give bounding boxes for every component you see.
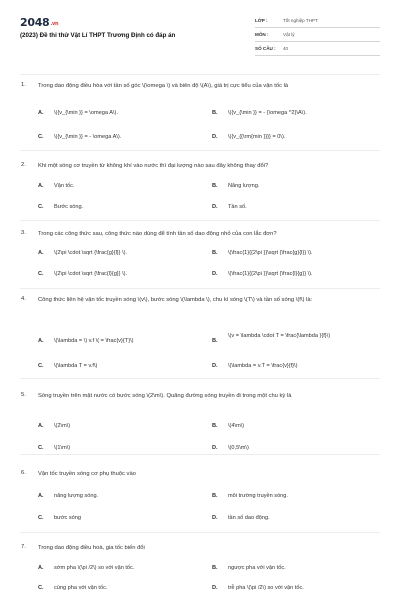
- question-number: 4.: [21, 296, 26, 302]
- option-letter: C.: [38, 445, 44, 451]
- divider: [20, 74, 380, 75]
- logo-suffix: .vn: [50, 21, 59, 27]
- option-letter: B.: [212, 250, 218, 256]
- option-text: Năng lượng.: [228, 183, 260, 189]
- option-text: Vận tốc.: [54, 183, 75, 189]
- question-number: 1.: [21, 82, 26, 88]
- option-letter: C.: [38, 134, 44, 140]
- option-text: cùng pha với vận tốc.: [54, 585, 108, 591]
- option-text: \(4\m\): [228, 423, 245, 429]
- question-number: 2.: [21, 162, 26, 168]
- option-letter: A.: [38, 565, 44, 571]
- meta-value: 40: [283, 46, 289, 51]
- option-letter: D.: [212, 515, 218, 521]
- option-letter: C.: [38, 515, 44, 521]
- option-letter: C.: [38, 363, 44, 369]
- exam-title: (2023) Đề thi thử Vật Lí THPT Trương Định có đáp án: [20, 32, 176, 39]
- option-letter: C.: [38, 585, 44, 591]
- option-letter: B.: [212, 565, 218, 571]
- logo-text: 2048: [20, 16, 50, 29]
- option-text: \(2\pi \cdot \sqrt {\frac{l}{g}} \).: [54, 271, 128, 277]
- option-letter: A.: [38, 423, 44, 429]
- option-text: Tần số.: [228, 204, 247, 210]
- option-letter: D.: [212, 271, 218, 277]
- option-letter: C.: [38, 204, 44, 210]
- option-letter: A.: [38, 110, 44, 116]
- option-text: trễ pha \(\pi /2\) so với vận tốc.: [228, 585, 304, 591]
- page-header: [0, 0, 400, 66]
- option-text: \(v = \lambda \cdot T = \frac{\lambda }{f}\): [228, 333, 331, 339]
- option-text: năng lượng sóng.: [54, 493, 99, 499]
- question-text: Trong các công thức sau, công thức nào dùng để tính tần số dao động nhỏ của con lắc đơn?: [38, 231, 277, 237]
- option-letter: B.: [212, 423, 218, 429]
- option-letter: D.: [212, 363, 218, 369]
- option-text: bước sóng: [54, 515, 82, 521]
- option-letter: D.: [212, 204, 218, 210]
- option-letter: B.: [212, 493, 218, 499]
- divider: [20, 288, 380, 289]
- option-letter: B.: [212, 338, 218, 344]
- option-letter: A.: [38, 493, 44, 499]
- option-letter: D.: [212, 134, 218, 140]
- exam-meta-table: [255, 14, 380, 56]
- question-text: Sóng truyền trên mặt nước có bước sóng \(2\m\). Quãng đường sóng truyền đi trong một chu kỳ là: [38, 393, 292, 399]
- option-text: môi trường truyền sóng.: [228, 493, 288, 499]
- option-text: \({v_{\min }} = - {\omega ^2}\A\).: [228, 110, 307, 116]
- divider: [20, 532, 380, 533]
- question-number: 6.: [21, 470, 26, 476]
- option-text: \({v_{{\rm{min }}}} = 0\).: [228, 134, 286, 140]
- option-text: \(2\m\): [54, 423, 71, 429]
- question-text: Khi một sóng cơ truyền từ không khí vào nước thì đại lượng nào sau đây không thay đổi?: [38, 163, 269, 169]
- option-letter: D.: [212, 445, 218, 451]
- meta-value: Tốt nghiệp THPT: [283, 18, 318, 23]
- question-number: 5.: [21, 392, 26, 398]
- question-text: Vận tốc truyền sóng cơ phụ thuộc vào: [38, 471, 136, 477]
- meta-row-count: [255, 42, 380, 56]
- option-text: \(\frac{1}{{2\pi }}\sqrt {\frac{l}{g}} \).: [228, 271, 313, 277]
- meta-label: MÔN :: [255, 32, 269, 37]
- option-text: Bước sóng.: [54, 204, 84, 210]
- option-text: \(\lambda = v.T = \frac{v}{f}\): [228, 363, 298, 369]
- meta-value: Vật lý: [283, 32, 295, 37]
- option-text: \(\frac{1}{{2\pi }}\sqrt {\frac{g}{l}} \).: [228, 250, 313, 256]
- option-text: \(1\m\): [54, 445, 71, 451]
- divider: [20, 378, 380, 379]
- option-text: \(\lambda = \) v.f \( = \frac{v}{T}\): [54, 338, 134, 344]
- option-letter: B.: [212, 183, 218, 189]
- question-text: Công thức liên hệ vận tốc truyền sóng \(v\), bước sóng \(\lambda \), chu kì sóng \(T\) và tần số sóng \(f\) là:: [38, 297, 313, 303]
- question-text: Trong dao động điều hoà, gia tốc biến đổi: [38, 545, 145, 551]
- divider: [20, 150, 380, 151]
- option-letter: A.: [38, 250, 44, 256]
- question-text: Trong dao động điều hòa với tần số góc \(\omega \) và biên độ \(A\), giá trị cực tiểu của vận tốc là: [38, 83, 289, 89]
- option-letter: A.: [38, 338, 44, 344]
- option-letter: A.: [38, 183, 44, 189]
- option-text: tần số dao động.: [228, 515, 270, 521]
- option-letter: B.: [212, 110, 218, 116]
- divider: [20, 220, 380, 221]
- divider: [20, 454, 380, 455]
- option-letter: D.: [212, 585, 218, 591]
- option-text: \({v_{\min }} = \omega A\).: [54, 110, 118, 116]
- option-text: sớm pha \(\pi /2\) so với vận tốc.: [54, 565, 135, 571]
- site-logo[interactable]: [20, 16, 58, 29]
- question-number: 7.: [21, 544, 26, 550]
- meta-row-class: [255, 14, 380, 28]
- meta-row-subject: [255, 28, 380, 42]
- meta-label: LỚP :: [255, 18, 268, 23]
- meta-label: SỐ CÂU :: [255, 46, 276, 51]
- option-letter: C.: [38, 271, 44, 277]
- option-text: \(0,5\m\): [228, 445, 249, 451]
- option-text: \(2\pi \cdot \sqrt {\frac{g}{l}} \).: [54, 250, 128, 256]
- option-text: \({v_{\min }} = - \omega A\).: [54, 134, 122, 140]
- option-text: ngược pha với vận tốc.: [228, 565, 286, 571]
- option-text: \(\lambda T = v.f\): [54, 363, 98, 369]
- question-number: 3.: [21, 230, 26, 236]
